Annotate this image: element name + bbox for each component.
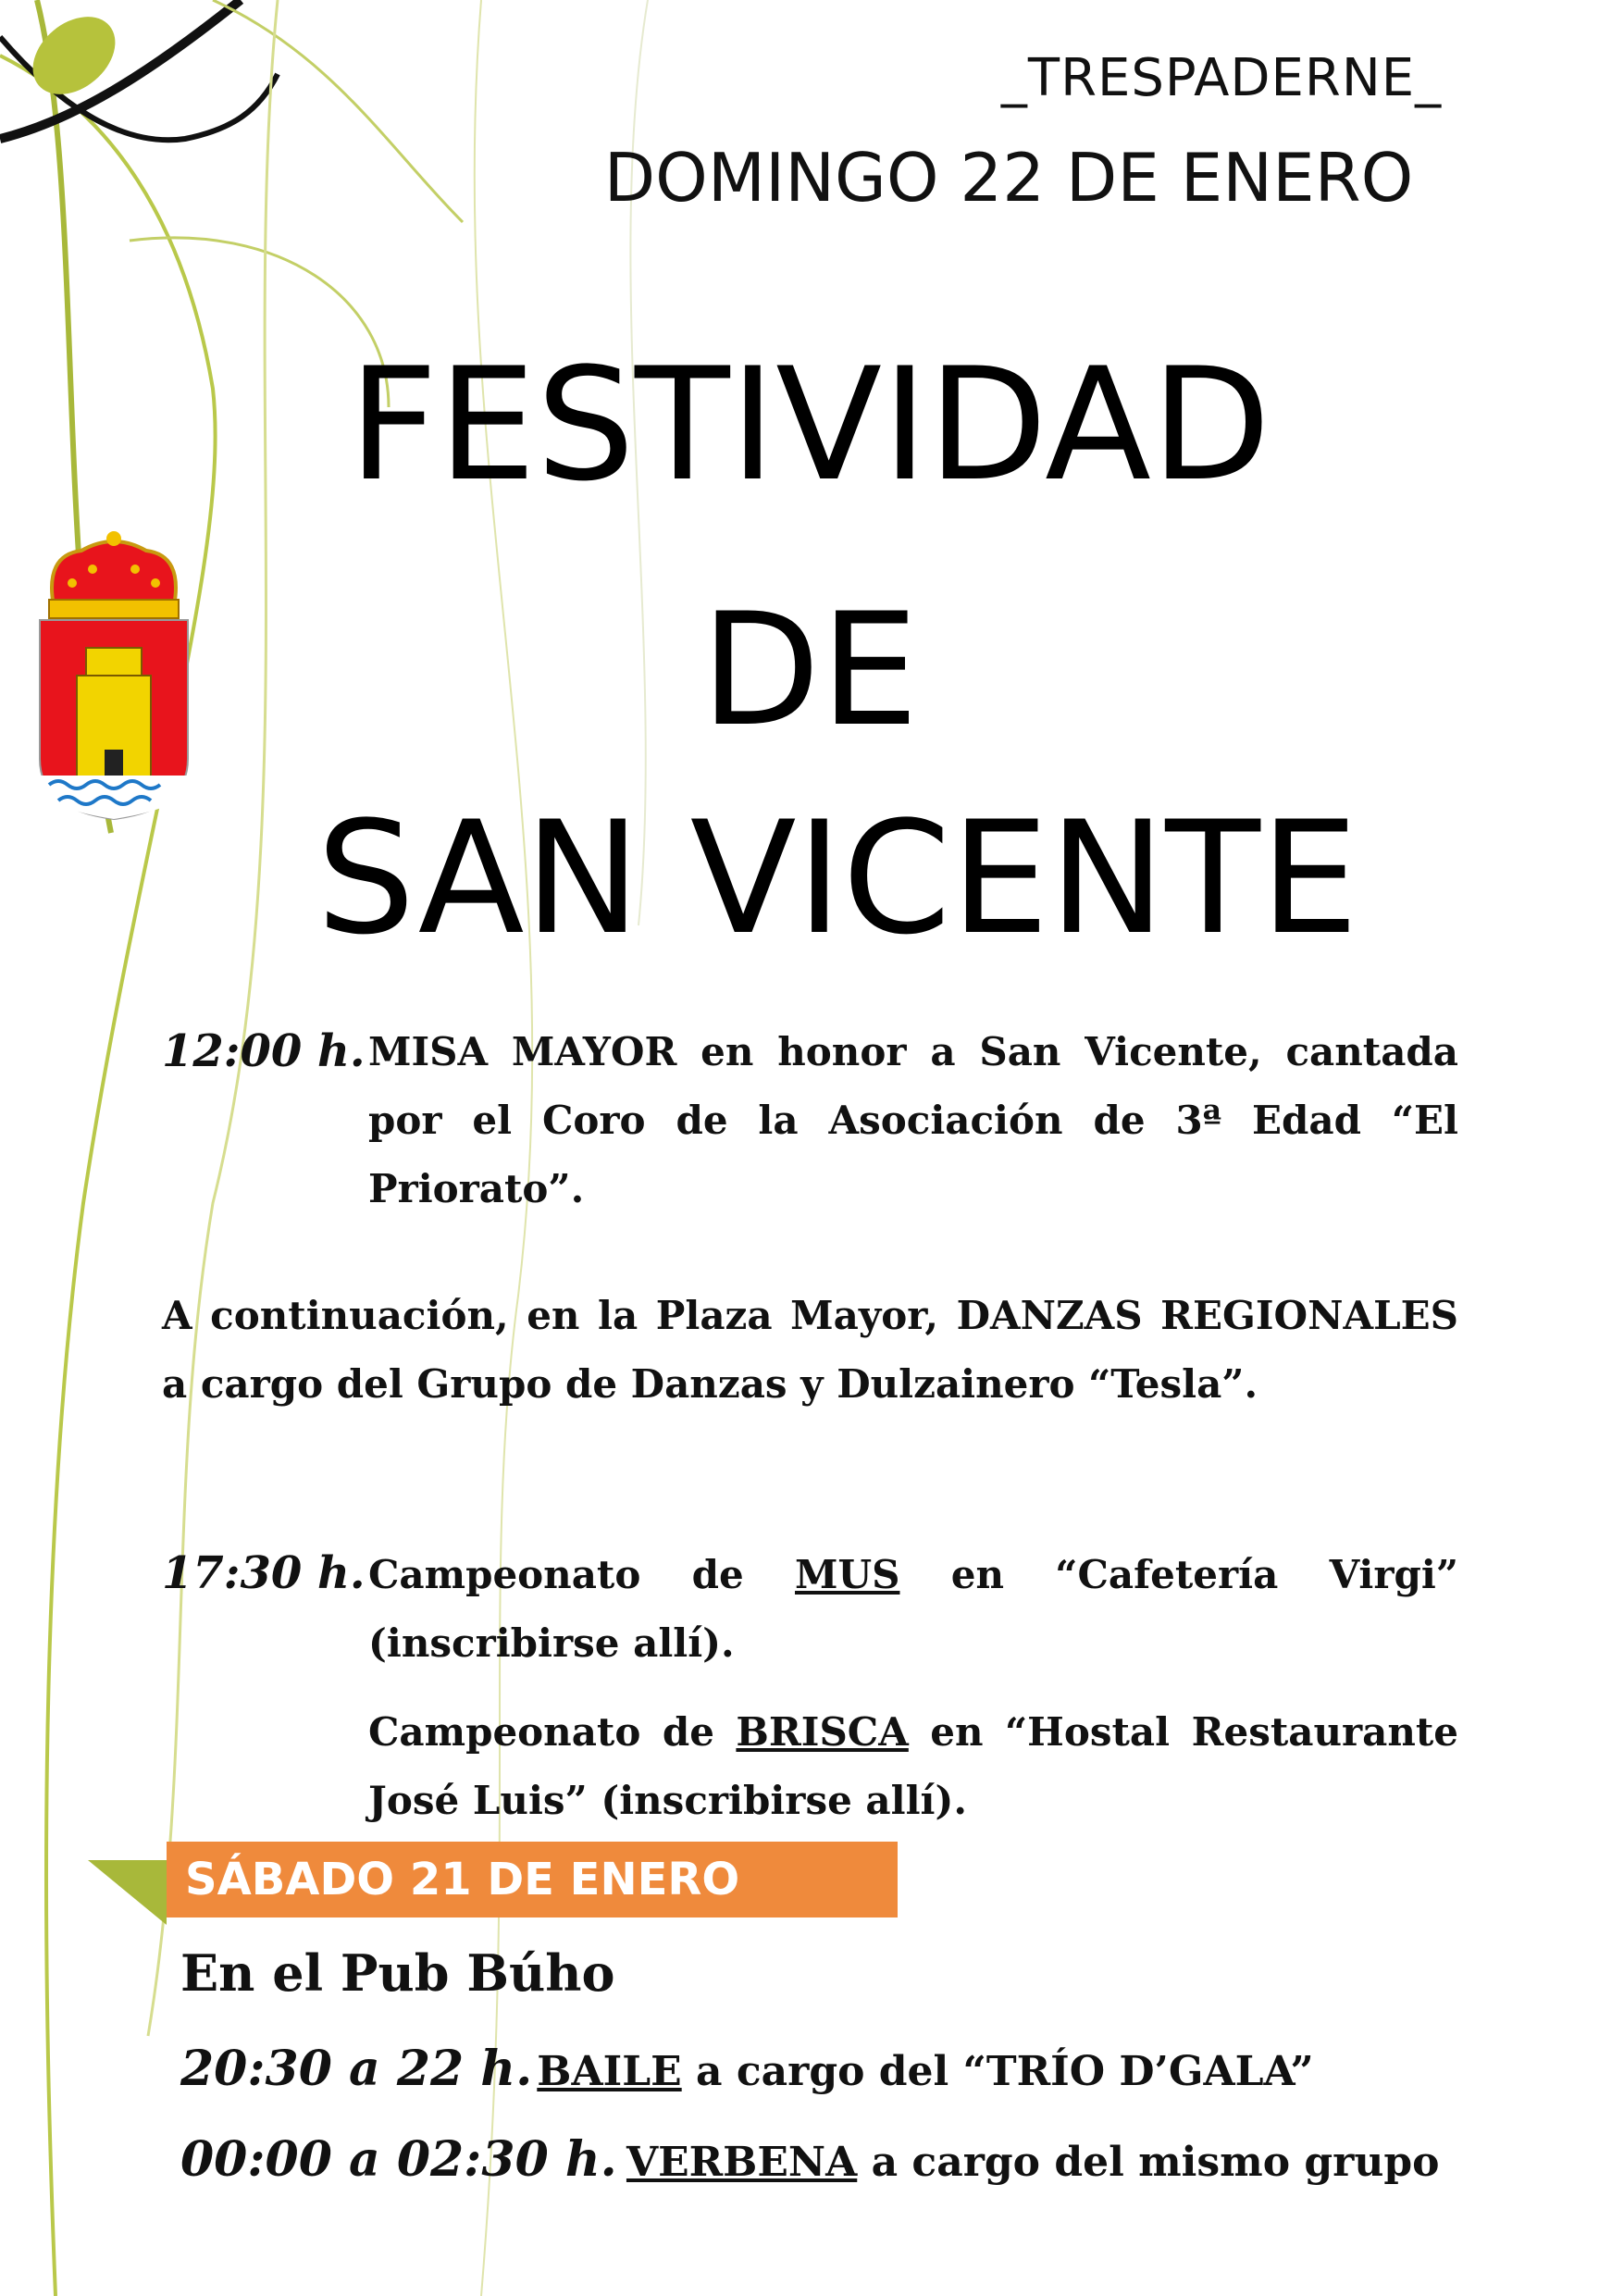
title-line-3: SAN VICENTE <box>316 788 1359 969</box>
mus-game: MUS <box>795 1552 900 1597</box>
dance-rest: a cargo del “TRÍO D’GALA” <box>681 2048 1314 2095</box>
coat-of-arms-icon <box>35 527 192 824</box>
saturday-banner: SÁBADO 21 DE ENERO <box>167 1842 898 1917</box>
event-date: DOMINGO 22 DE ENERO <box>603 139 1414 217</box>
dance-event <box>180 2041 1314 2097</box>
brisca-game: BRISCA <box>736 1709 909 1755</box>
mus-prefix: Campeonato de <box>368 1552 796 1597</box>
time-tournament: 17:30 h. <box>162 1547 366 1599</box>
dance-name: BAILE <box>537 2048 682 2095</box>
verbena-name: VERBENA <box>626 2139 858 2186</box>
brisca-prefix: Campeonato de <box>368 1709 737 1755</box>
title-line-2: DE <box>700 579 919 761</box>
dance-time: 20:30 a 22 h. <box>180 2041 533 2097</box>
brisca-suffix: en “Hostal Restaurante José Luis” (inscribirse allí). <box>368 1709 1458 1823</box>
verbena-time: 00:00 a 02:30 h. <box>180 2131 617 2188</box>
venue-heading: En el Pub Búho <box>180 1943 615 2003</box>
title-line-1: FESTIVIDAD <box>348 334 1271 515</box>
town-name: _TRESPADERNE_ <box>1000 48 1443 108</box>
dances-description: A continuación, en la Plaza Mayor, DANZAS REGIONALES a cargo del Grupo de Danzas y Dulzainero “Tesla”. <box>162 1293 1458 1407</box>
mus-suffix: en “Cafetería Virgi” (inscribirse allí). <box>368 1552 1459 1666</box>
time-mass: 12:00 h. <box>162 1025 366 1077</box>
verbena-event <box>180 2131 1439 2188</box>
brisca-tournament <box>368 1698 1458 1835</box>
mass-description: MISA MAYOR en honor a San Vicente, cantada por el Coro de la Asociación de 3ª Edad “El Priorato”. <box>368 1029 1458 1211</box>
verbena-rest: a cargo del mismo grupo <box>857 2139 1440 2186</box>
mus-tournament <box>368 1541 1458 1678</box>
